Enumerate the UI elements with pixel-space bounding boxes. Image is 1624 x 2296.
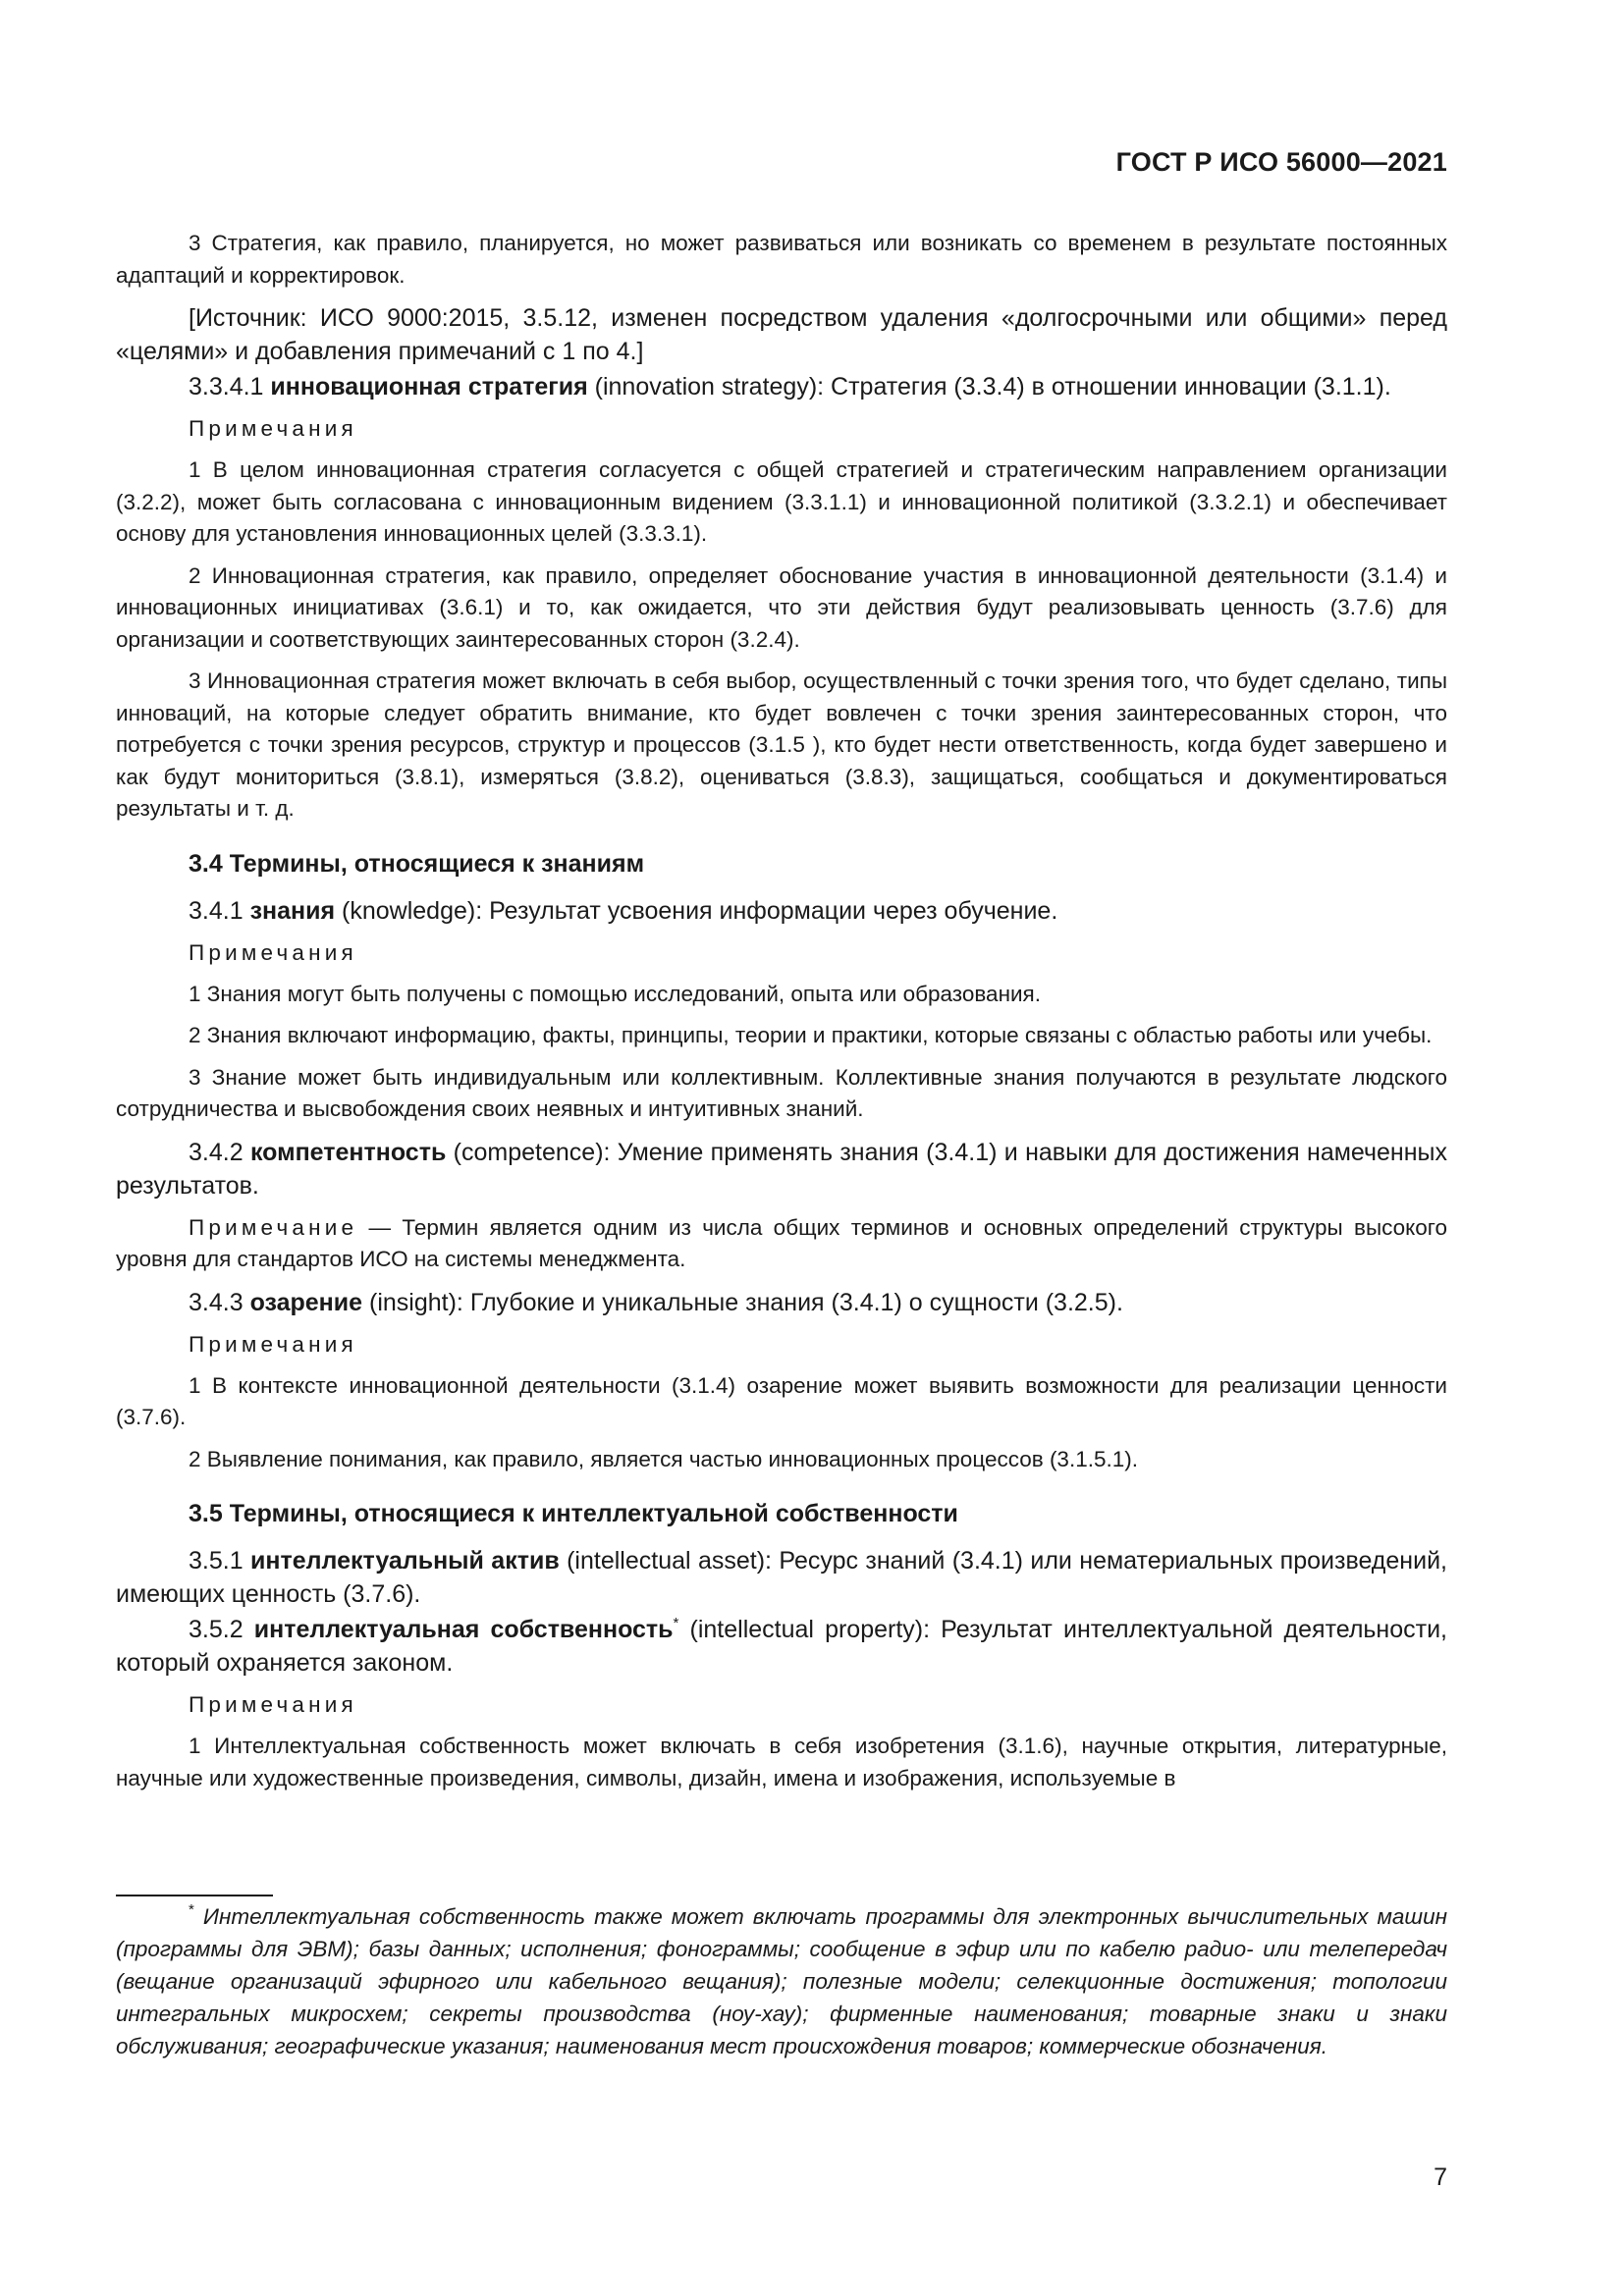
note-item: 1 Интеллектуальная собственность может включать в себя изобретения (3.1.6), научные открытия, литературные, научные или художественные произведения, символы, дизайн, имена и изображения, используемые в <box>116 1734 1447 1790</box>
note-item: 1 Знания могут быть получены с помощью исследований, опыта или образования. <box>189 981 1041 1006</box>
term-name: озарение <box>249 1288 363 1316</box>
strategy-note-3: 3 Стратегия, как правило, планируется, но может развиваться или возникать со временем в результате постоянных адаптаций и корректировок. <box>116 231 1447 288</box>
section-heading-3-5: 3.5 Термины, относящиеся к интеллектуальной собственности <box>189 1500 958 1527</box>
footnote-marker[interactable]: * <box>673 1615 679 1631</box>
notes-heading: Примечания <box>189 1331 357 1357</box>
term-definition: (innovation strategy): Стратегия (3.3.4) в отношении инновации (3.1.1). <box>594 373 1391 400</box>
term-name: компетентность <box>249 1138 447 1166</box>
term-name: интеллектуальная собственность <box>253 1616 674 1643</box>
footnote-divider <box>116 1895 273 1896</box>
term-definition: (insight): Глубокие и уникальные знания (3.4.1) о сущности (3.2.5). <box>369 1288 1123 1316</box>
footnote-text: Интеллектуальная собственность также может включать программы для электронных вычислительных машин (программы для ЭВМ); базы данных; исполнения; фонограммы; сообщение в эфир или по кабелю радио- или телепередач (вещание организаций эфирного или кабельного вещания); полезные модели; селекционные достижения; топологии интегральных микросхем; секреты производства (ноу-хау); фирменные наименования; товарные знаки и знаки обслуживания; географические указания; наименования мест происхождения товаров; коммерческие обозначения. <box>116 1904 1447 2058</box>
source-reference: [Источник: ИСО 9000:2015, 3.5.12, изменен посредством удаления «долгосрочными или общими» перед «целями» и добавления примечаний с 1 по 4.] <box>116 304 1447 365</box>
term-entry-3341 <box>116 370 1447 403</box>
footnote <box>116 1900 1447 2062</box>
term-name: инновационная стратегия <box>270 373 588 400</box>
term-definition: (knowledge): Результат усвоения информации через обучение. <box>342 896 1058 925</box>
term-number: 3.3.4.1 <box>189 373 264 400</box>
notes-heading: Примечания <box>189 939 357 965</box>
note-body: — Термин является одним из числа общих терминов и основных определений структуры высокого уровня для стандартов ИСО на системы менеджмента. <box>116 1214 1447 1271</box>
term-number: 3.4.3 <box>189 1288 244 1316</box>
term-entry-352 <box>116 1613 1447 1680</box>
term-entry-341 <box>116 894 1447 928</box>
note-item: 1 В целом инновационная стратегия согласуется с общей стратегией и стратегическим направлением организации (3.2.2), может быть согласована с инновационным видением (3.3.1.1) и инновационной политикой (3.3.2.1) и обеспечивает основу для установления инновационных целей (3.3.3.1). <box>116 457 1447 546</box>
standard-header: ГОСТ Р ИСО 56000—2021 <box>1115 147 1447 177</box>
term-number: 3.5.2 <box>189 1616 244 1643</box>
note-item: 2 Выявление понимания, как правило, является частью инновационных процессов (3.1.5.1). <box>189 1446 1138 1471</box>
term-definition: (competence): Умение применять знания (3.4.1) и навыки для достижения намеченных результатов. <box>116 1138 1448 1200</box>
note-item: 2 Знания включают информацию, факты, принципы, теории и практики, которые связаны с областью работы или учебы. <box>189 1023 1433 1047</box>
term-name: знания <box>249 896 336 925</box>
term-number: 3.5.1 <box>189 1547 244 1575</box>
term-definition: (intellectual asset): Ресурс знаний (3.4.1) или нематериальных произведений, имеющих ценность (3.7.6). <box>116 1547 1447 1608</box>
notes-heading: Примечания <box>189 1692 357 1717</box>
note-item: 1 В контексте инновационной деятельности (3.1.4) озарение может выявить возможности для реализации ценности (3.7.6). <box>116 1372 1447 1429</box>
term-entry-351 <box>116 1544 1447 1611</box>
note-item: 3 Инновационная стратегия может включать в себя выбор, осуществленный с точки зрения того, что будет сделано, типы инноваций, на которые следует обратить внимание, кто будет вовлечен с точки зрения заинтересованных сторон, что потребуется с точки зрения ресурсов, структур и процессов (3.1.5 ), кто будет нести ответственность, когда будет завершено и как будут мониториться (3.8.1), измеряться (3.8.2), оцениваться (3.8.3), защищаться, сообщаться и документироваться результаты и т. д. <box>116 668 1447 821</box>
term-entry-343 <box>116 1286 1447 1319</box>
page-number: 7 <box>1434 2163 1447 2191</box>
term-number: 3.4.2 <box>189 1138 244 1166</box>
section-heading-3-4: 3.4 Термины, относящиеся к знаниям <box>189 849 645 878</box>
note-item: 3 Знание может быть индивидуальным или коллективным. Коллективные знания получаются в результате людского сотрудничества и высвобождения своих неявных и интуитивных знаний. <box>116 1064 1447 1121</box>
term-entry-342 <box>116 1136 1447 1202</box>
notes-heading: Примечания <box>189 416 357 441</box>
single-note <box>116 1212 1447 1276</box>
term-number: 3.4.1 <box>189 896 244 925</box>
note-label: Примечание <box>189 1214 358 1240</box>
page-body <box>116 228 1447 1804</box>
note-item: 2 Инновационная стратегия, как правило, определяет обоснование участия в инновационной деятельности (3.1.4) и инновационных инициативах (3.6.1) и то, как ожидается, что эти действия будут реализовывать ценность (3.7.6) для организации и соответствующих заинтересованных сторон (3.2.4). <box>116 562 1447 652</box>
term-name: интеллектуальный актив <box>250 1547 560 1575</box>
footnote-marker: * <box>189 1901 194 1918</box>
term-definition: (intellectual property): Результат интеллектуальной деятельности, который охраняется законом. <box>116 1616 1448 1677</box>
